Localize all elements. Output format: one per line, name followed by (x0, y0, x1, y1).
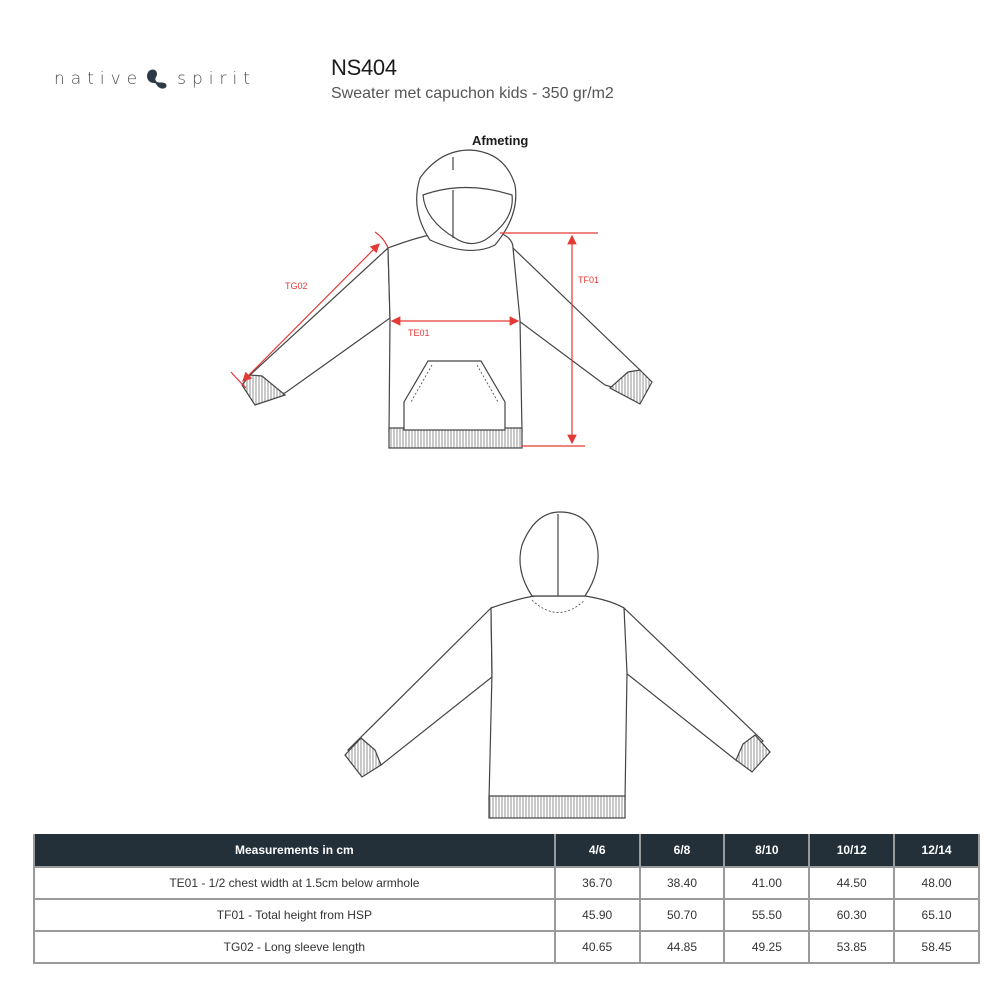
cell-value: 44.50 (809, 867, 894, 899)
cell-value: 53.85 (809, 931, 894, 963)
cell-value: 36.70 (555, 867, 640, 899)
cell-value: 48.00 (894, 867, 979, 899)
header-size-4-6: 4/6 (555, 834, 640, 867)
row-label: TF01 - Total height from HSP (34, 899, 555, 931)
cell-value: 50.70 (640, 899, 725, 931)
row-label: TG02 - Long sleeve length (34, 931, 555, 963)
cell-value: 65.10 (894, 899, 979, 931)
label-tg02: TG02 (285, 281, 308, 291)
cell-value: 40.65 (555, 931, 640, 963)
cell-value: 45.90 (555, 899, 640, 931)
cell-value: 60.30 (809, 899, 894, 931)
cell-value: 49.25 (724, 931, 809, 963)
brand-name-right: spirit (177, 69, 256, 89)
back-view (345, 512, 770, 818)
cell-value: 44.85 (640, 931, 725, 963)
table-row (34, 931, 979, 963)
table-row (34, 867, 979, 899)
header-measurements: Measurements in cm (34, 834, 555, 867)
measurements-table (33, 834, 980, 964)
front-view (242, 150, 652, 448)
product-code: NS404 (331, 55, 397, 80)
header-size-8-10: 8/10 (724, 834, 809, 867)
brand-name-left: native (54, 69, 144, 89)
header-size-12-14: 12/14 (894, 834, 979, 867)
label-te01: TE01 (408, 328, 430, 338)
cell-value: 55.50 (724, 899, 809, 931)
cell-value: 58.45 (894, 931, 979, 963)
cell-value: 38.40 (640, 867, 725, 899)
cell-value: 41.00 (724, 867, 809, 899)
header-size-10-12: 10/12 (809, 834, 894, 867)
row-label: TE01 - 1/2 chest width at 1.5cm below armhole (34, 867, 555, 899)
table-row (34, 899, 979, 931)
header-size-6-8: 6/8 (640, 834, 725, 867)
section-title: Afmeting (472, 133, 529, 148)
product-description: Sweater met capuchon kids - 350 gr/m2 (331, 85, 614, 102)
label-tf01: TF01 (578, 275, 600, 285)
table-header-row (34, 834, 979, 867)
